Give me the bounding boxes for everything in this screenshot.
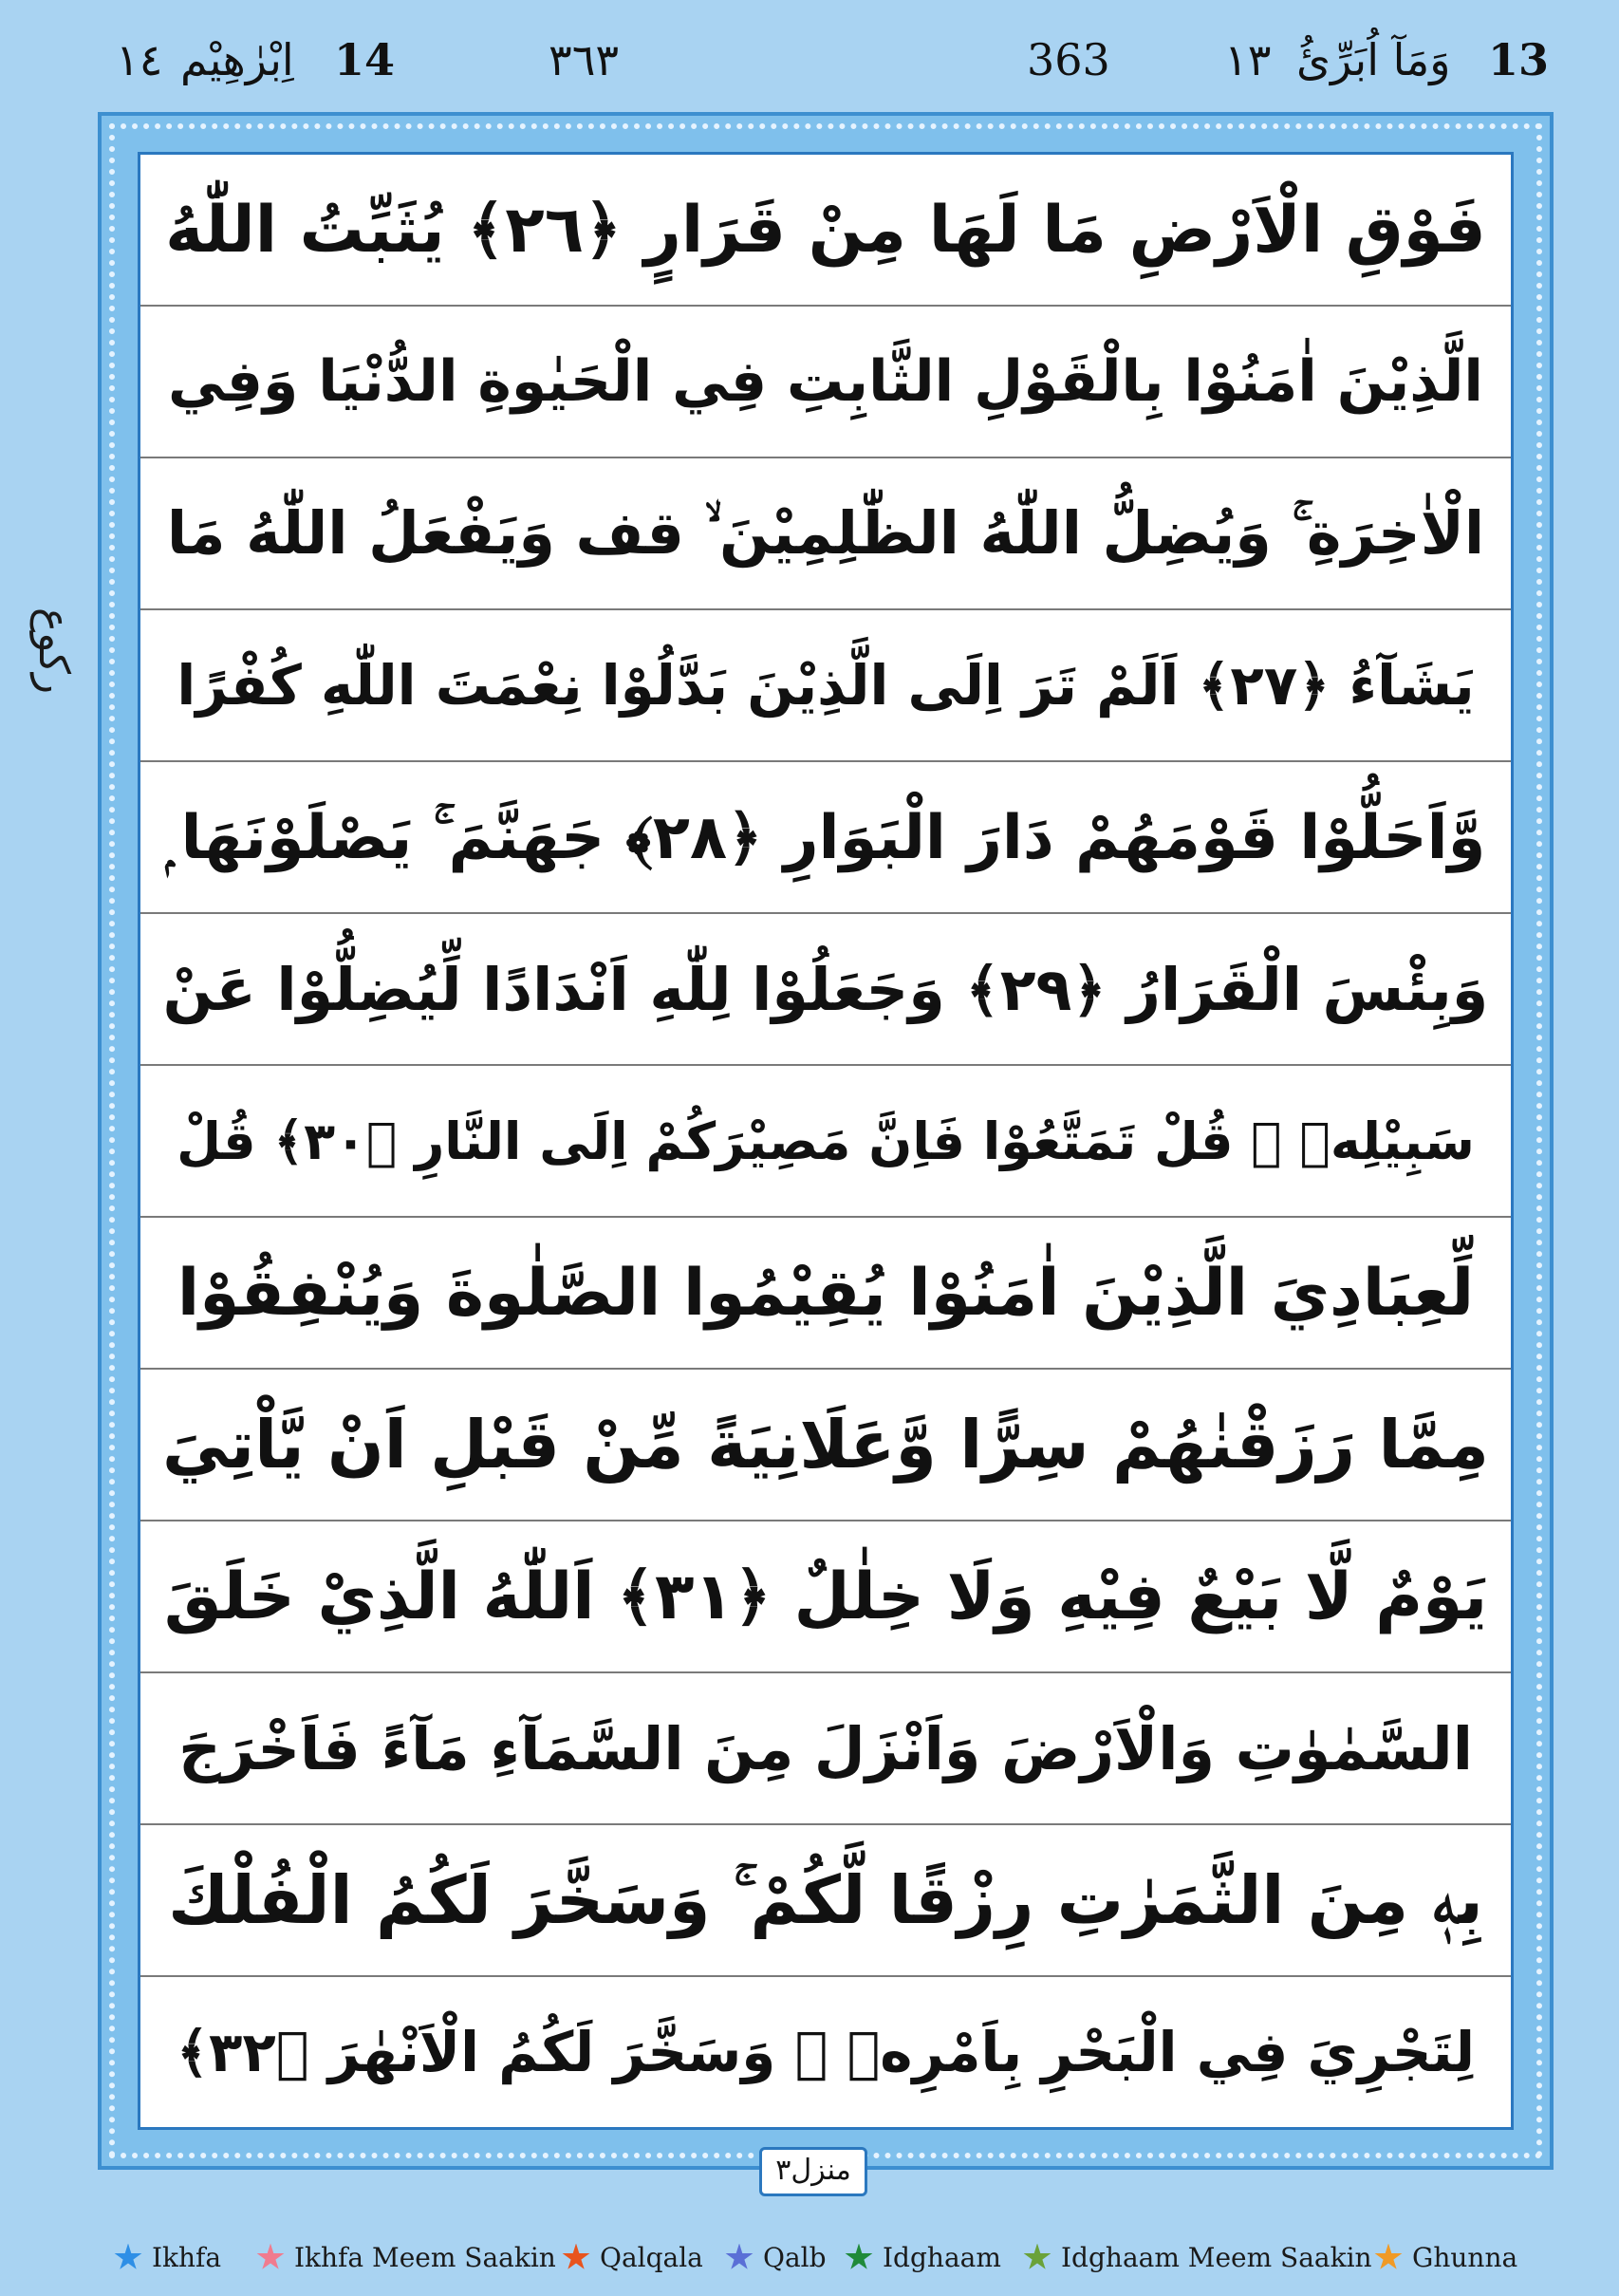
verse-line: يَشَآءُ ﴿٢٧﴾ اَلَمْ تَرَ اِلَى الَّذِيْنَ بَدَّلُوْا نِعْمَتَ اللّٰهِ كُفْرًا xyxy=(140,610,1511,762)
verse-line: بِهٖ مِنَ الثَّمَرٰتِ رِزْقًا لَّكُمْ ۚ وَسَخَّرَ لَكُمُ الْفُلْكَ xyxy=(140,1825,1511,1977)
legend-item-ikhfa xyxy=(114,2242,221,2273)
page-number-ar: ٣٦٣ xyxy=(549,34,620,85)
verse-line: سَبِيْلِهٖ ۭ قُلْ تَمَتَّعُوْا فَاِنَّ مَصِيْرَكُمْ اِلَى النَّارِ ﴿٣٠﴾ قُلْ xyxy=(140,1066,1511,1218)
legend-label: Ghunna xyxy=(1412,2242,1518,2273)
star-icon xyxy=(256,2244,285,2272)
verse-line: لِتَجْرِيَ فِي الْبَحْرِ بِاَمْرِهٖ ۚ وَسَخَّرَ لَكُمُ الْاَنْهٰرَ ﴿٣٢﴾ xyxy=(176,2020,1476,2084)
legend-label: Qalb xyxy=(763,2242,827,2273)
legend-label: Idghaam Meem Saakin xyxy=(1061,2242,1372,2273)
verse-line: فَوْقِ الْاَرْضِ مَا لَهَا مِنْ قَرَارٍ ﴿٢٦﴾ يُثَبِّتُ اللّٰهُ xyxy=(140,155,1511,307)
ruku-mark: ركوع xyxy=(29,607,78,695)
legend-label: Ikhfa xyxy=(152,2242,222,2273)
verse-line: لِّعِبَادِيَ الَّذِيْنَ اٰمَنُوْا يُقِيْمُوا الصَّلٰوةَ وَيُنْفِقُوْا xyxy=(140,1218,1511,1370)
legend-item-idghaam-meem-saakin xyxy=(1023,2242,1372,2273)
surah-number-ar: ١٤ xyxy=(116,34,163,85)
legend-label: Idghaam xyxy=(883,2242,1001,2273)
legend-label: Ikhfa Meem Saakin xyxy=(294,2242,556,2273)
page-frame xyxy=(98,112,1554,2170)
verse-line: السَّمٰوٰتِ وَالْاَرْضَ وَاَنْزَلَ مِنَ السَّمَآءِ مَآءً فَاَخْرَجَ xyxy=(140,1673,1511,1825)
page-number-en: 363 xyxy=(1027,34,1110,85)
legend-item-qalqala xyxy=(562,2242,703,2273)
page-header xyxy=(0,0,1619,106)
star-icon xyxy=(725,2244,754,2272)
star-icon xyxy=(562,2244,590,2272)
verse-line: الَّذِيْنَ اٰمَنُوْا بِالْقَوْلِ الثَّابِتِ فِي الْحَيٰوةِ الدُّنْيَا وَفِي xyxy=(140,307,1511,458)
legend-item-ikhfa-meem-saakin xyxy=(256,2242,556,2273)
star-icon xyxy=(845,2244,873,2272)
verse-line: وَبِئْسَ الْقَرَارُ ﴿٢٩﴾ وَجَعَلُوْا لِلّٰهِ اَنْدَادًا لِّيُضِلُّوْا عَنْ xyxy=(140,914,1511,1066)
star-icon xyxy=(114,2244,142,2272)
text-panel xyxy=(138,152,1514,2130)
verse-line: مِمَّا رَزَقْنٰهُمْ سِرًّا وَّعَلَانِيَةً مِّنْ قَبْلِ اَنْ يَّاْتِيَ xyxy=(140,1370,1511,1521)
verse-line: وَّاَحَلُّوْا قَوْمَهُمْ دَارَ الْبَوَارِ ﴿٢٨﴾ جَهَنَّمَ ۚ يَصْلَوْنَهَا ۭ xyxy=(140,762,1511,914)
para-number-ar: ١٣ xyxy=(1224,34,1272,85)
legend-label: Qalqala xyxy=(600,2242,703,2273)
surah-name: اِبْرٰهِيْم xyxy=(180,34,294,85)
para-number-en: 13 xyxy=(1488,34,1550,85)
surah-number-en: 14 xyxy=(334,34,396,85)
legend-item-qalb xyxy=(725,2242,827,2273)
verse-lines xyxy=(140,155,1511,2127)
verse-line: الْاٰخِرَةِ ۚ وَيُضِلُّ اللّٰهُ الظّٰلِمِيْنَ ۙ قف وَيَفْعَلُ اللّٰهُ مَا xyxy=(140,458,1511,610)
legend-item-idghaam xyxy=(845,2242,1001,2273)
star-icon xyxy=(1374,2244,1403,2272)
para-name: وَمَآ اُبَرِّئُ xyxy=(1296,34,1451,85)
verse-line: يَوْمٌ لَّا بَيْعٌ فِيْهِ وَلَا خِلٰلٌ ﴿٣١﴾ اَللّٰهُ الَّذِيْ خَلَقَ xyxy=(140,1521,1511,1673)
star-icon xyxy=(1023,2244,1051,2272)
manzil-label: منزل٣ xyxy=(759,2147,867,2196)
legend-item-ghunna xyxy=(1374,2242,1517,2273)
tajweed-legend xyxy=(0,2232,1619,2289)
